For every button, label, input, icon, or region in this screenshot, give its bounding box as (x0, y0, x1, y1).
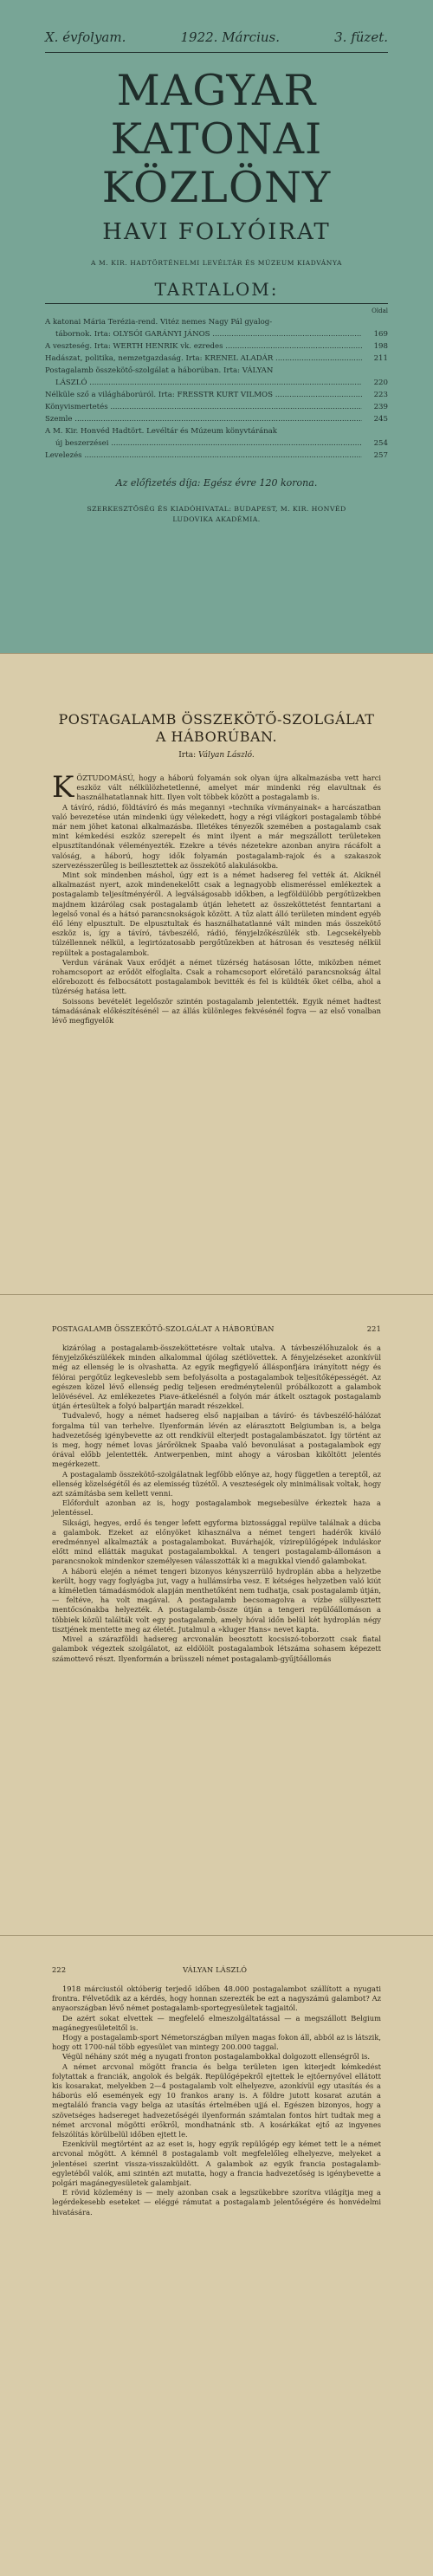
paragraph: Végül néhány szót még a nyugati fronton postagalambokkal dolgozott ellenségről is. (62, 2052, 371, 2061)
magazine-title (45, 67, 388, 212)
article-title (52, 654, 381, 746)
magazine-cover (0, 0, 433, 653)
toc-heading: TARTALOM: (154, 279, 279, 300)
toc-entry-title: Hadászat, politika, nemzetgazdaság. Irta: KRENEL ALADÁR ..... (45, 353, 362, 365)
magazine-subtitle: HAVI FOLYÓIRAT (102, 219, 331, 245)
toc-entry-title: A katonai Mária Terézia-rend. Vitéz nemes Nagy Pál gyalog- (45, 318, 273, 327)
toc-entry-page: 223 (373, 391, 388, 399)
toc-entry (45, 401, 388, 413)
toc-entry-title: LÁSZLÓ ..... (45, 377, 362, 389)
article-page-3 (0, 1935, 433, 2576)
title-line-1: MAGYAR (116, 66, 317, 115)
toc-entry-page: 257 (373, 451, 388, 460)
toc-entry (45, 340, 388, 353)
paragraph: Hogy a postagalamb-sport Németországban milyen magas fokon áll, abból az is látszik, hogy ott 1700-nál több egyesület van mintegy 200.000 taggal. (52, 2033, 381, 2052)
toc-entry-page: 245 (373, 415, 388, 424)
toc-entry (45, 389, 388, 401)
paragraph: E rövid közlemény is — mely azonban csak a legszükebbre szorítva világítja meg a legérdekesebb eseteket — eléggé rámutat a postagalamb jelentőségére és honvédelmi hivatására. (52, 2188, 381, 2217)
toc-entry-page: 169 (373, 330, 388, 339)
page-2-paragraphs (52, 1343, 381, 1664)
toc-entry-page: 220 (373, 379, 388, 387)
toc-entry-title: Könyvismertetés ..... (45, 401, 362, 413)
article-page-2 (0, 1294, 433, 1935)
page-1-paragraphs (52, 770, 381, 1026)
issue-date: 1922. Március. (180, 29, 280, 45)
divider (45, 52, 388, 53)
toc-entry (45, 328, 388, 340)
volume-label: X. évfolyam. (45, 29, 126, 45)
toc-page-column-label: Oldal (372, 307, 388, 314)
toc-entry-title: Postagalamb összekötő-szolgálat a háborúban. Irta: VÁLYAN (45, 366, 274, 375)
article-title-line-2: A HÁBORÚBAN. (155, 728, 278, 745)
paragraph: Előfordult azonban az is, hogy postagalambok megsebesülve érkeztek haza a jelentéssel. (52, 1498, 381, 1518)
article-page-1 (0, 653, 433, 1294)
toc-entry-page: 211 (373, 354, 388, 363)
paragraph: Siksági, hegyes, erdő és tenger lefett egyforma biztossággal repülve találnak a dúcba a galambok. Ezeket az előnyöket kihasználva a német tengeri hadérők kiváló eredménnyel alkalmazták a postagalambokat. Buvárhajók, vízirepülőgépek induláskor előtt mind ellátták magukat postagalambokkal. A tengeri postagalamb-állomáson a parancsnokok mindenkor személyesen válasszották ki a magukkal viendő galambokat. (52, 1518, 381, 1566)
article-author (52, 751, 381, 760)
divider (45, 303, 388, 304)
publisher-line: A M. KIR. HADTÖRTÉNELMI LEVÉLTÁR ÉS MÚZEUM KIADVÁNYA (91, 259, 342, 267)
toc-entry (45, 365, 388, 377)
running-head-author: VÁLYAN LÁSZLÓ (183, 1965, 248, 1974)
paragraph: Soissons bevételét legelőször szintén postagalamb jelentették. Egyik német hadtest támadásának előkészítésénél — az állás különleges fekvésénél fogva — az első vonalban lévő megfigyelők (52, 996, 381, 1026)
toc-entry-page (362, 316, 388, 328)
toc-entry-page: 198 (373, 342, 388, 351)
author-name: Vályan László. (198, 751, 255, 760)
paragraph: Mint sok mindenben máshol, úgy ezt is a német hadsereg fel vették át. Akiknél alkalmazást nyert, azok mindenekelőtt csak a legnagyobb elismeréssel emlékeztek a postagalamb teljesítményéről. A legválságosabb időkben, a legföldülőbb pergőtüzekben majdnem kizárólag csak postagalamb útján lehetett az összeköttetést fenntartani a legelső vonal és a hátsó parancsnokságok között. A tűz alatt álló területen mindent egyéb élő lény elpusztult. De elpusztultak és használhatatlanné vált minden más összekötő eszköz is, így a távíró, távbeszélő, rádió, fényjelzőkészülék stb. Legcsekélyebb túlzéllennek nélkül, a legirtózatosabb pergőtűzekben at hátrosan és veszteség nélkül repültek a postagalambok. (52, 871, 381, 957)
paragraph: De azért sokat elvettek — megfelelő elmeszolgáltatással — a megszállott Belgium magánegyesületeitől is. (52, 2013, 381, 2032)
paragraph: A távíró, rádió, földtávíró és más megannyi »technika vívmányainak« a harcászatban való bevezetése után mindenki úgy vélekedett, hogy a régi világkori postagalamb többé már nem jöhet katonai alkalmazásba. Illetékes tényezők szemében a postagalamb csak mint kémkedési eszköz szerepelt és mint ilyent a már megszállott területeken elpusztítandónak véleményezték. Ezekre a tévés nézetekre azonban anyira rácáfolt a valóság, a háború, hogy idők folyamán postagalamb-rajok és a szakaszok szervezésszerűleg is beillesztettek az összekötő alakulásokba. (52, 802, 381, 870)
running-header (52, 1295, 381, 1333)
paragraph: 1918 márciustól októberig terjedő időben 48.000 postagalambot szállított a nyugati frontra. Félvetődik az a kérdés, hogy honnan szerezték be ezt a nagyszámú galambot? Az anyaországban lévő német postagalamb-sportegyesületek tagjaitól. (52, 1984, 381, 2013)
title-line-2: KATONAI KÖZLÖNY (101, 114, 332, 212)
author-prefix: Irta: (178, 751, 197, 760)
toc-entry-page: 254 (373, 439, 388, 448)
footer-line-1: SZERKESZTŐSÉG ÉS KIADÓHIVATAL: BUDAPEST, M. KIR. HONVÉD (87, 505, 346, 513)
toc-entry-title: tábornok. Irta: OLYSÓI GARÁNYI JÁNOS ..... (45, 328, 362, 340)
paragraph: Ezenkívül megtörtént az az eset is, hogy egyik repülőgép egy kémet tett le a német arcvonal mögött. A kémnél 8 postagalamb volt megfelelőleg elhelyezve, melyeket a jelentései szerint vissza-visszaküldött. A galambok az egyik francia postagalamb-egyletéből valók, ami szintén azt mutatta, hogy a francia hadvezetőség is igénybevette a polgári magánegyesületek galambjait. (52, 2139, 381, 2188)
toc-entry (45, 413, 388, 425)
paragraph: Tudvalevő, hogy a német hadsereg első napjaiban a távíró- és távbeszélő-hálózat forgalma túl van terhelve. Ilyenformán lévén az elárasztott Belgiumban is, a belga hadvezetőség igénybevette az ott rendkívül elterjedt postagalambászatot. Így történt az is meg, hogy német lovas járőröknek Spaaba való bevonulásat a postagalambok egy órával előbb jelentették. Antwerpenben, mint ahogy a városban kiköltött jelentés megérkezett. (52, 1411, 381, 1469)
toc-entry (45, 353, 388, 365)
toc-entry (45, 437, 388, 450)
page-number: 221 (366, 1324, 381, 1333)
paragraph: Verdun várának Vaux erődjét a német tüzérség hatásosan lőtte, miközben német rohamcsoport az erődöt elfoglalta. Csak a rohamcsoport előretáló parancsnokság által előrebozott és felbocsátott postagalambok bevitték és fel is küldték őket célba, ahol a tüzérség hatása lett. (52, 957, 381, 996)
running-header (52, 1936, 381, 1974)
paragraph: A háború elején a német tengeri bizonyos kényszerrülő hydroplán abba a helyzetbe került, hogy vagy foglyágba jut, vagy a hullámsírba vesz. E kétséges helyzetben való kiút a kíméletlen támadásmódok alapján menthetőként nem tudhatja, csak postagalamb útján, — feltéve, ha volt magával. A postagalamb becsomagolva a vízbe süllyesztett mentőcsónakba helyezték. A postagalamb-össze útján a tengeri repülőállomáson a többiek közül találták volt egy postagalamb, amely hóval időn belül két hydroplán négy tisztjének mentette meg az életét. Jutalmul a »kluger Hans« nevet kapta. (52, 1566, 381, 1634)
toc-entry (45, 425, 388, 437)
paragraph: ÖZTUDOMÁSÚ, hogy a háború folyamán sok olyan újra alkalmazásba vett harci eszköz vált nélkülözhetetlenné, amelyet már mindenki rég elavultnak és használhatatlannak hitt. Ilyen volt többek között a postagalamb is. (76, 773, 381, 802)
running-head-title: POSTAGALAMB ÖSSZEKÖTŐ-SZOLGÁLAT A HÁBORÚBAN (52, 1324, 275, 1333)
page-number: 222 (52, 1965, 67, 1974)
toc-entry-page (362, 365, 388, 377)
drop-cap: K (52, 770, 74, 805)
footer-line-2: LUDOVIKA AKADÉMIA. (172, 515, 261, 523)
issue-number: 3. füzet. (334, 29, 388, 45)
toc-entry (45, 450, 388, 462)
toc-entry-title: A M. Kir. Honvéd Hadtört. Levéltár és Múzeum könyvtárának (45, 427, 277, 436)
cover-header (45, 29, 388, 45)
toc-entry-title: A veszteség. Irta: WERTH HENRIK vk. ezredes ..... (45, 340, 362, 353)
page-3-paragraphs (52, 1984, 381, 2217)
paragraph: Mivel a szárazföldi hadsereg arcvonalán beosztott kocsiszó-toborzott csak fiatal galambok végeztek szolgálatot, az eldölölt postagalambok létszáma sohasem képezett számottevő részt. Ilyenformán a brüsszeli német postagalamb-gyűjtőállomás (52, 1634, 381, 1663)
toc-entry-title: új beszerzései ..... (45, 437, 362, 450)
paragraph: A postagalamb összekötő-szolgálatnak legfőbb előnye az, hogy független a tereptől, az ellenség közelségétől és az elemisség tüzétől. A veszteségek oly minimálisak voltak, hogy azt számításba sem kellett venni. (52, 1469, 381, 1498)
article-title-line-1: POSTAGALAMB ÖSSZEKÖTŐ-SZOLGÁLAT (58, 711, 375, 728)
toc-entry-title: Levelezés ..... (45, 450, 362, 462)
cover-footer (45, 504, 388, 525)
table-of-contents (45, 316, 388, 462)
toc-entry-page: 239 (373, 403, 388, 411)
subscription-price: Az előfizetés díja: Egész évre 120 korona. (115, 477, 318, 489)
toc-entry-title: Szemle ..... (45, 413, 362, 425)
article-body (52, 770, 381, 1026)
toc-entry-title: Nélküle sző a világháborúról. Irta: FRESSTR KURT VILMOS ..... (45, 389, 362, 401)
paragraph: A német arcvonal mögött francia és belga területen igen kiterjedt kémkedést folytattak a franciák, angolok és belgák. Repülőgépekről ejtettek le ejtőernyővel ellátott kis kosarakat, melyekben 2—4 postagalamb volt elhelyezve, azonkívül egy utasítás és a háborús elő események egy 10 frankos arany is. A földre jutott kosarat azután a megtaláló francia vagy belga az utasítás értelmében ujjá el. Egészen bizonyos, hogy a szövetséges hadsereget hadvezetőségéi ilyenformán számtalan fontos hírt tudtak meg a német arcvonal mögötti erőkről, mondhatnánk stb. A kosárkákat ejtő az ingyenes felszólítás körülbelül időben ejtett le. (52, 2061, 381, 2139)
paragraph: kizárólag a postagalamb-összeköttetésre voltak utalva. A távbeszélőhuzalok és a fényjelzőkészülékek minden alkalommal újólag szétlövettek. A fényjelzéseket azonkívül még az ellenség le is olvashatta. Az egyik megfigyelő állásponfjára irányított négy és félórai pergőtűz legkeveslebb sem befolyásolta a postagalambok teljesítőképességét. Az egészen közel lévő ellenség pedig teljesen eredménytelenül próbálkozott a galambok lelövésével. Az emlékezetes Piave-átkelésnél a folyón már átkelt osztagok postagalamb útján értesültek a folyó balpartján maradt részekkel. (52, 1343, 381, 1411)
toc-entry (45, 316, 388, 328)
toc-entry (45, 377, 388, 389)
toc-entry-page (362, 425, 388, 437)
